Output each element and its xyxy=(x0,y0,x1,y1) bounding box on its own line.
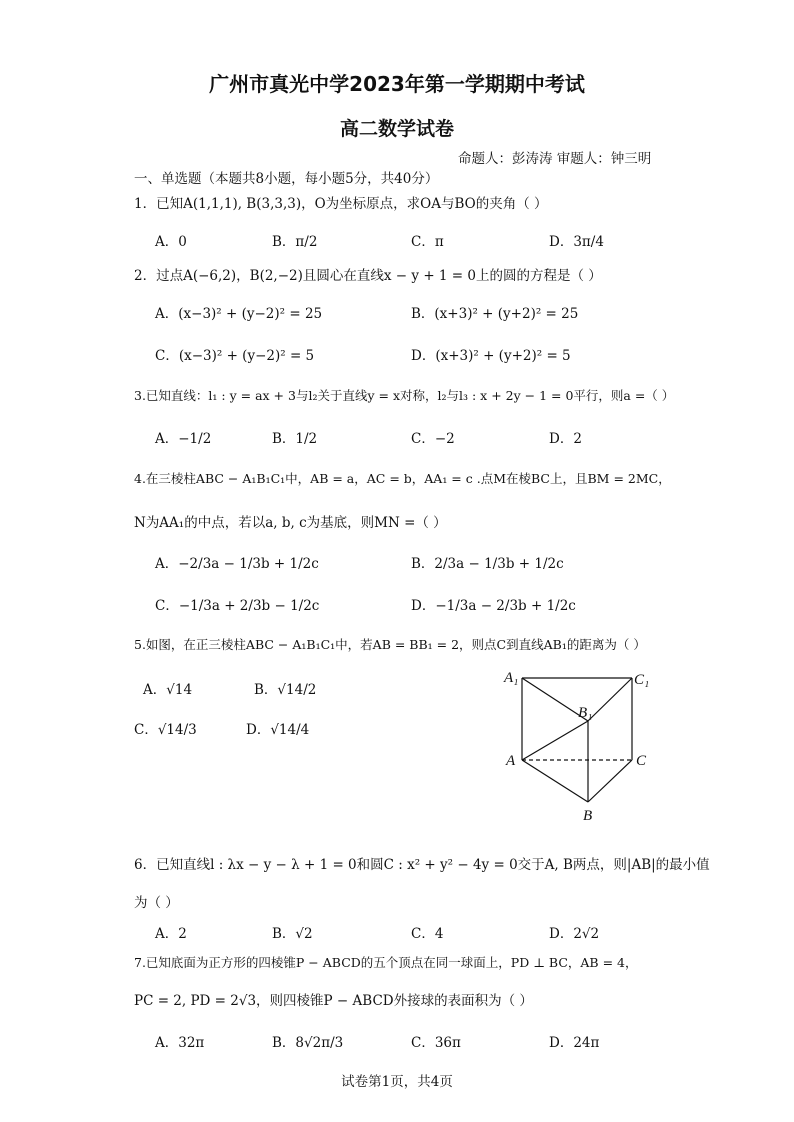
question-2-option-a: A．(x−3)² + (y−2)² = 25 xyxy=(155,306,323,322)
question-4-stem-line-2: N为AA₁的中点，若以a, b, c为基底，则MN =（ ） xyxy=(134,515,447,531)
question-1-option-b: B．π/2 xyxy=(272,234,318,250)
edge-b-c xyxy=(588,760,632,802)
label-a1: A₁ xyxy=(504,670,519,686)
question-6-option-b: B．√2 xyxy=(272,926,313,942)
question-5-stem: 5.如图，在正三棱柱ABC − A₁B₁C₁中，若AB = BB₁ = 2，则点C到直线AB₁的距离为（ ） xyxy=(134,637,646,652)
question-4-stem: 4.在三棱柱ABC − A₁B₁C₁中，AB = a，AC = b，AA₁ = c .点M在棱BC上，且BM = 2MC， xyxy=(134,471,671,486)
question-7-stem: 7.已知底面为正方形的四棱锥P − ABCD的五个顶点在同一球面上，PD ⊥ BC，AB = 4， xyxy=(134,955,638,970)
question-4-option-c: C．−1/3a + 2/3b − 1/2c xyxy=(155,598,320,614)
question-1-stem: 1．已知A(1,1,1), B(3,3,3)，O为坐标原点，求OA与BO的夹角（ ） xyxy=(134,196,548,212)
label-b1: B₁ xyxy=(578,705,593,721)
question-2-option-d: D．(x+3)² + (y+2)² = 5 xyxy=(411,348,571,364)
label-c: C xyxy=(636,753,647,769)
section-heading: 一、单选题（本题共8小题，每小题5分，共40分） xyxy=(134,171,439,187)
question-4-option-b: B．2/3a − 1/3b + 1/2c xyxy=(411,556,564,572)
question-5-option-c: C．√14/3 xyxy=(134,722,197,738)
question-5-option-d: D．√14/4 xyxy=(246,722,310,738)
question-2-option-b: B．(x+3)² + (y+2)² = 25 xyxy=(411,306,579,322)
edge-a-b xyxy=(522,760,588,802)
question-1-option-c: C．π xyxy=(411,234,444,250)
question-7-option-b: B．8√2π/3 xyxy=(272,1035,344,1051)
exam-authors: 命题人：彭涛涛 审题人：钟三明 xyxy=(458,151,652,167)
question-1-option-a: A．0 xyxy=(155,234,187,250)
question-6-option-a: A．2 xyxy=(155,926,187,942)
question-6-option-c: C．4 xyxy=(411,926,444,942)
question-5-option-b: B．√14/2 xyxy=(254,682,317,698)
page-footer: 试卷第1页，共4页 xyxy=(341,1074,453,1090)
question-2-stem: 2．过点A(−6,2)，B(2,−2)且圆心在直线x − y + 1 = 0上的圆的方程是（ ） xyxy=(134,268,602,284)
label-b: B xyxy=(583,808,593,824)
question-1-option-d: D．3π/4 xyxy=(549,234,604,250)
label-a: A xyxy=(506,753,516,769)
prism-figure xyxy=(500,668,670,828)
question-3-option-d: D．2 xyxy=(549,431,582,447)
question-4-option-d: D．−1/3a − 2/3b + 1/2c xyxy=(411,598,576,614)
question-7-option-a: A．32π xyxy=(155,1035,205,1051)
question-3-option-c: C．−2 xyxy=(411,431,455,447)
exam-title: 广州市真光中学2023年第一学期期中考试 xyxy=(209,72,585,96)
question-6-stem-line-2: 为（ ） xyxy=(134,895,179,911)
edge-b1-c1 xyxy=(588,678,632,721)
question-3-option-b: B．1/2 xyxy=(272,431,318,447)
question-3-option-a: A．−1/2 xyxy=(155,431,212,447)
question-7-option-d: D．24π xyxy=(549,1035,600,1051)
question-7-option-c: C．36π xyxy=(411,1035,461,1051)
question-7-stem-line-2: PC = 2, PD = 2√3，则四棱锥P − ABCD外接球的表面积为（ ） xyxy=(134,993,533,1009)
question-4-option-a: A．−2/3a − 1/3b + 1/2c xyxy=(155,556,319,572)
edge-a-b1 xyxy=(522,721,588,760)
exam-subtitle: 高二数学试卷 xyxy=(339,118,454,140)
question-2-option-c: C．(x−3)² + (y−2)² = 5 xyxy=(155,348,315,364)
question-6-option-d: D．2√2 xyxy=(549,926,600,942)
question-6-stem: 6．已知直线l : λx − y − λ + 1 = 0和圆C : x² + y² − 4y = 0交于A, B两点，则|AB|的最小值 xyxy=(134,857,710,873)
label-c1: C₁ xyxy=(634,672,650,688)
question-5-option-a: A．√14 xyxy=(143,682,193,698)
question-3-stem: 3.已知直线：l₁ : y = ax + 3与l₂关于直线y = x对称，l₂与l₃ : x + 2y − 1 = 0平行，则a =（ ） xyxy=(134,388,675,403)
